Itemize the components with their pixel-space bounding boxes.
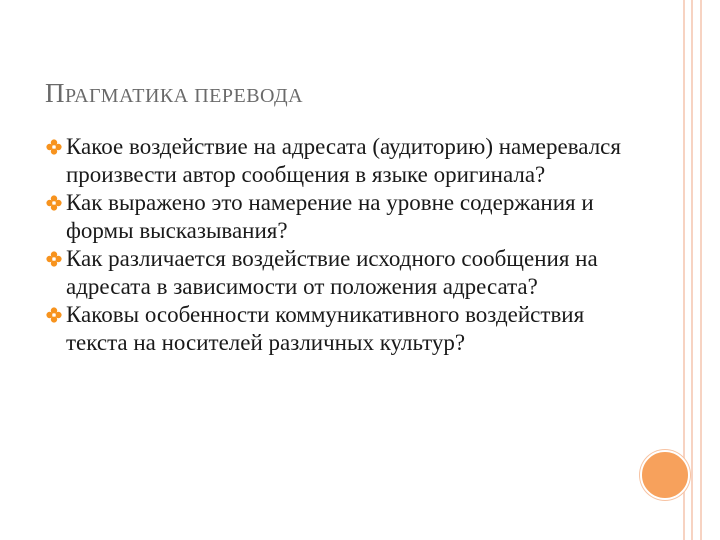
list-item-text: Какое воздействие на адресата (аудиторию) намеревался произвести автор сообщения в языке оригинала? <box>66 134 621 187</box>
slide-title <box>45 78 303 109</box>
list-item <box>46 189 626 245</box>
decor-line <box>691 0 693 540</box>
flower-bullet-icon <box>46 139 62 155</box>
list-item-text: Как различается воздействие исходного сообщения на адресата в зависимости от положения адресата? <box>66 246 598 299</box>
decor-line <box>700 0 702 540</box>
list-item-text: Каковы особенности коммуникативного воздействия текста на носителей различных культур? <box>66 302 585 355</box>
list-item <box>46 301 626 357</box>
title-rest: РАГМАТИКА ПЕРЕВОДА <box>65 85 304 107</box>
flower-bullet-icon <box>46 195 62 211</box>
title-first-letter: П <box>45 78 65 108</box>
flower-bullet-icon <box>46 251 62 267</box>
flower-bullet-icon <box>46 307 62 323</box>
list-item <box>46 245 626 301</box>
bullet-list <box>46 133 626 357</box>
list-item-text: Как выражено это намерение на уровне содержания и формы высказывания? <box>66 190 594 243</box>
decor-circle <box>640 450 690 500</box>
list-item <box>46 133 626 189</box>
